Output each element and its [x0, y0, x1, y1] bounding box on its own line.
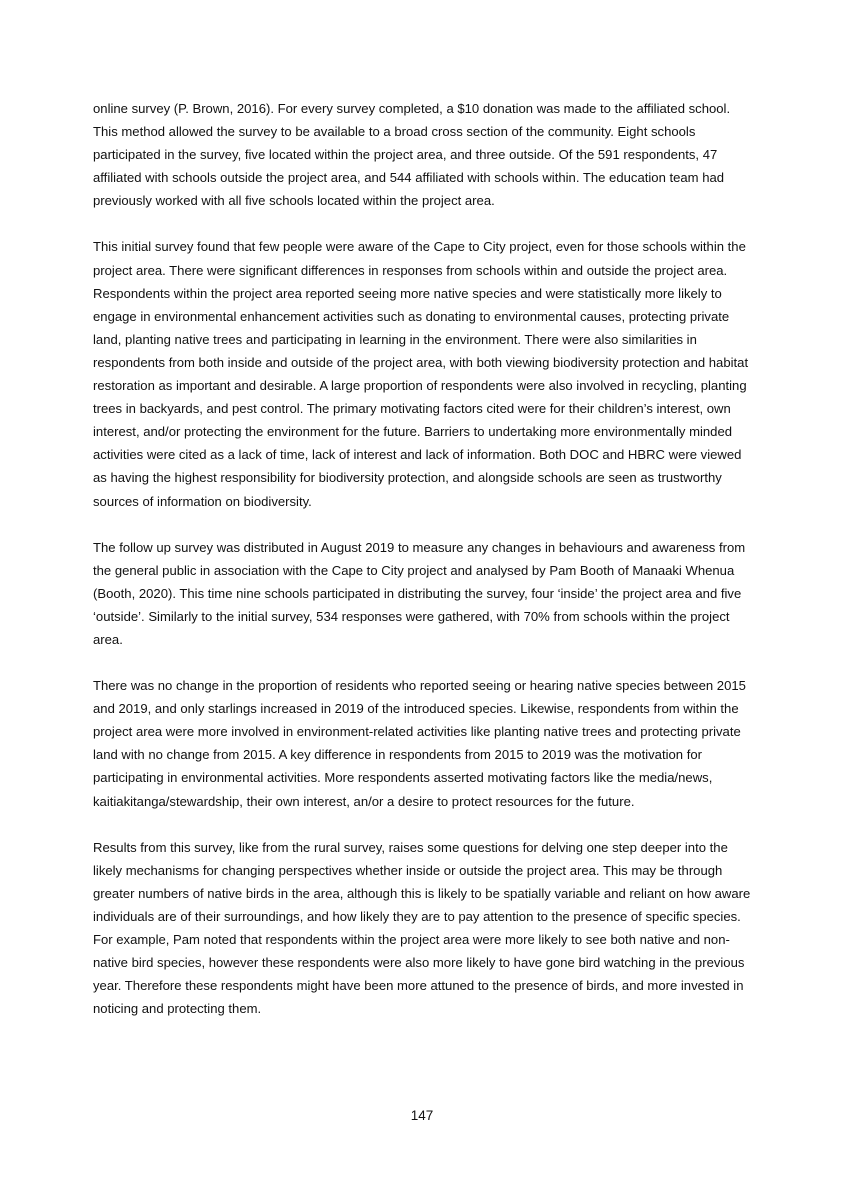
- paragraph-survey-method: online survey (P. Brown, 2016). For every survey completed, a $10 donation was made to the affiliated school. This method allowed the survey to be available to a broad cross section of the community. Eight schools participated in the survey, five located within the project area, and three outside. Of the 591 respondents, 47 affiliated with schools outside the project area, and 544 affiliated with schools within. The education team had previously worked with all five schools located within the project area.: [93, 101, 731, 209]
- body-text: [93, 97, 753, 1043]
- paragraph-survey-discussion: Results from this survey, like from the rural survey, raises some questions for delving one step deeper into the likely mechanisms for changing perspectives whether inside or outside the project area. This may be through greater numbers of native birds in the area, although this is likely to be spatially variable and reliant on how aware individuals are of their surroundings, and how likely they are to pay attention to the presence of specific species. For example, Pam noted that respondents within the project area were more likely to see both native and non-native bird species, however these respondents were also more likely to have gone bird watching in the previous year. Therefore these respondents might have been more attuned to the presence of birds, and more invested in noticing and protecting them.: [93, 839, 751, 1017]
- paragraph-initial-survey-findings: This initial survey found that few people were aware of the Cape to City project, even for those schools within the project area. There were significant differences in responses from schools within and outside the project area. Respondents within the project area reported seeing more native species and were statistically more likely to engage in environmental enhancement activities such as donating to environmental causes, protecting private land, planting native trees and participating in learning in the environment. There were also similarities in respondents from both inside and outside of the project area, with both viewing biodiversity protection and habitat restoration as important and desirable. A large proportion of respondents were also involved in recycling, planting trees in backyards, and pest control. The primary motivating factors cited were for their children’s interest, own interest, and/or protecting the environment for the future. Barriers to undertaking more environmentally minded activities were cited as a lack of time, lack of interest and lack of information. Both DOC and HBRC were viewed as having the highest responsibility for biodiversity protection, and alongside schools are seen as trustworthy sources of information on biodiversity.: [93, 239, 749, 509]
- page-number: 147: [410, 1108, 434, 1123]
- paragraph-survey-changes: There was no change in the proportion of residents who reported seeing or hearing native species between 2015 and 2019, and only starlings increased in 2019 of the introduced species. Likewise, respondents from within the project area were more involved in environment-related activities like planting native trees and protecting private land with no change from 2015. A key difference in respondents from 2015 to 2019 was the motivation for participating in environmental activities. More respondents asserted motivating factors like the media/news, kaitiakitanga/stewardship, their own interest, an/or a desire to protect resources for the future.: [93, 678, 746, 809]
- paragraph-follow-up-survey: The follow up survey was distributed in August 2019 to measure any changes in behaviours and awareness from the general public in association with the Cape to City project and analysed by Pam Booth of Manaaki Whenua (Booth, 2020). This time nine schools participated in distributing the survey, four ‘inside’ the project area and five ‘outside’. Similarly to the initial survey, 534 responses were gathered, with 70% from schools within the project area.: [93, 539, 746, 647]
